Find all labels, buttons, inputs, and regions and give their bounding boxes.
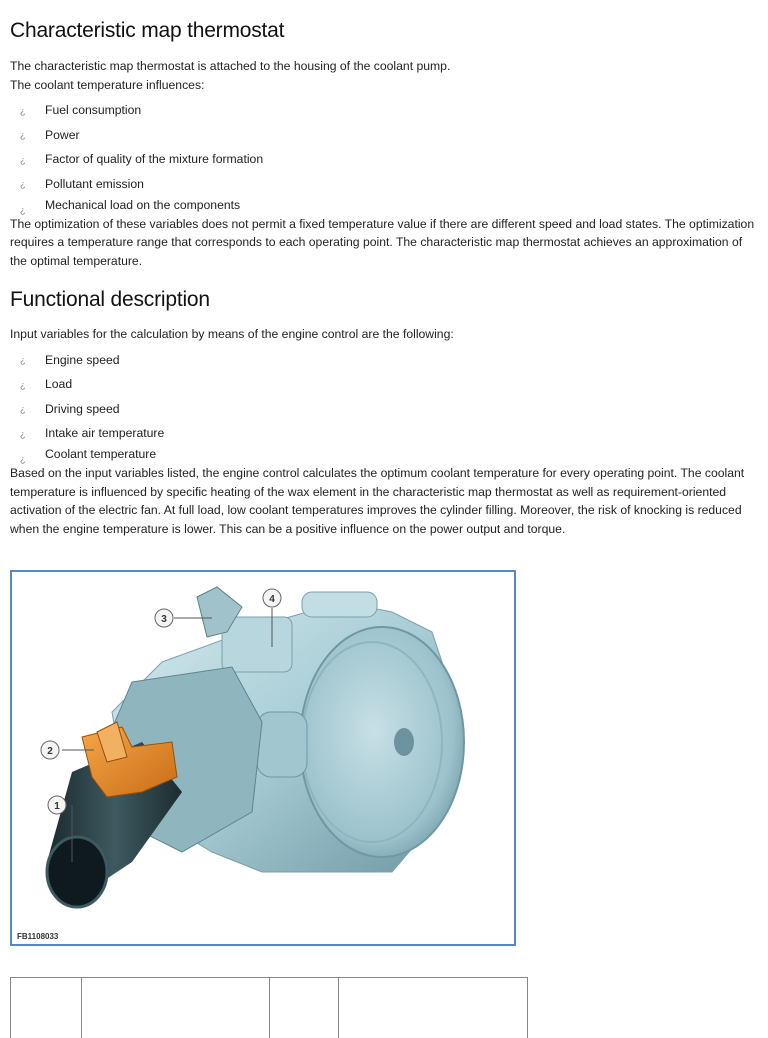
section-title-functional-description: Functional description xyxy=(10,288,210,311)
list-item xyxy=(10,348,758,373)
bullet-glyph: ¿ xyxy=(20,154,26,165)
coolant-pump-figure xyxy=(10,570,516,946)
list-item-text: Factor of quality of the mixture formation xyxy=(45,152,264,167)
list-item xyxy=(10,99,758,124)
table-cell xyxy=(82,978,270,1038)
input-variables-list xyxy=(10,348,758,464)
section-functional-body xyxy=(10,325,758,539)
input-variables-intro: Input variables for the calculation by means of the engine control are the following: xyxy=(10,327,454,341)
list-item xyxy=(10,123,758,148)
coolant-pump-illustration xyxy=(12,572,514,944)
list-item-text: Power xyxy=(45,127,80,142)
section-title-thermostat: Characteristic map thermostat xyxy=(10,19,285,42)
figure-code: FB1108033 xyxy=(17,932,59,941)
list-item xyxy=(10,446,758,464)
callout-label: 1 xyxy=(54,801,60,812)
pump-flange xyxy=(302,592,377,617)
list-item-text: Intake air temperature xyxy=(45,426,165,441)
bullet-glyph: ¿ xyxy=(20,355,26,366)
pump-hub xyxy=(394,728,414,756)
callout-label: 2 xyxy=(47,746,53,757)
list-item-text: Driving speed xyxy=(45,401,120,416)
pump-outlet xyxy=(222,617,292,672)
list-item-text: Engine speed xyxy=(45,352,120,367)
bullet-glyph: ¿ xyxy=(20,404,26,415)
list-item-text: Coolant temperature xyxy=(45,447,157,461)
list-item xyxy=(10,148,758,173)
bullet-glyph: ¿ xyxy=(20,105,26,116)
list-item-text: Fuel consumption xyxy=(45,103,142,118)
callout-label: 4 xyxy=(269,594,275,605)
list-item xyxy=(10,372,758,397)
bullet-glyph: ¿ xyxy=(20,179,26,190)
list-item xyxy=(10,397,758,422)
engine-control-paragraph: Based on the input variables listed, the engine control calculates the optimum coolant temperature for every operating point. The coolant temperature is influenced by specific heating of the wax element in the characteristic map thermostat as well as requirement-oriented activation of the electric fan. At full load, low coolant temperatures improves the cylinder filling. Moreover, the risk of knocking is reduced when the engine temperature is lower. This can be a positive influence on the power output and torque. xyxy=(10,465,745,537)
callout-label: 3 xyxy=(161,614,167,625)
section-thermostat-body xyxy=(10,57,758,271)
bullet-glyph: ¿ xyxy=(20,130,26,141)
list-item xyxy=(10,421,758,446)
bullet-glyph: ¿ xyxy=(20,204,26,215)
bullet-glyph: ¿ xyxy=(20,379,26,390)
list-item-text: Pollutant emission xyxy=(45,176,144,191)
list-item xyxy=(10,197,758,215)
hose-opening xyxy=(47,837,107,907)
legend-table xyxy=(10,977,528,1038)
optimization-paragraph: The optimization of these variables does not permit a fixed temperature value if there are different speed and load states. The optimization requires a temperature range that corresponds to each operating point. The characteristic map thermostat achieves an approximation of the optimal temperature. xyxy=(10,216,755,269)
influences-list xyxy=(10,99,758,215)
list-item xyxy=(10,172,758,197)
pump-cover-disc xyxy=(300,627,464,857)
intro-text-line2: The coolant temperature influences: xyxy=(10,77,205,92)
list-item-text: Load xyxy=(45,377,73,392)
intro-text-line1: The characteristic map thermostat is attached to the housing of the coolant pump. xyxy=(10,59,451,73)
table-cell xyxy=(270,978,339,1038)
list-item-text: Mechanical load on the components xyxy=(45,197,241,212)
table-cell xyxy=(339,978,527,1038)
bullet-glyph: ¿ xyxy=(20,428,26,439)
bullet-glyph: ¿ xyxy=(20,453,26,464)
table-cell xyxy=(11,978,82,1038)
pump-pipe xyxy=(257,712,307,777)
